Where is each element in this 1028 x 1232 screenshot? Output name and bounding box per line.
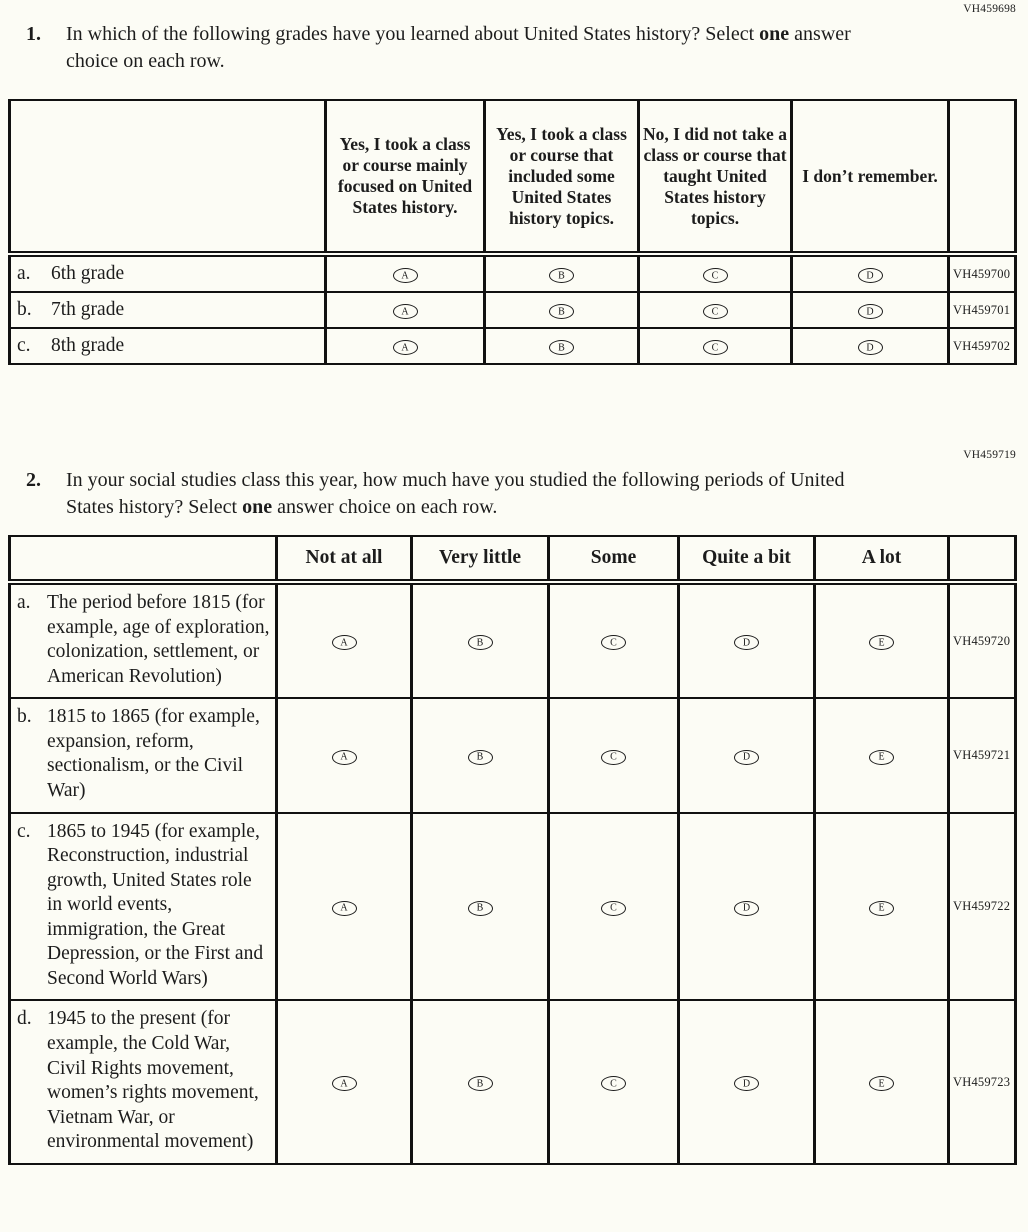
question-2-prompt — [66, 467, 858, 521]
answer-bubble-d[interactable]: D — [734, 635, 759, 650]
answer-bubble-e[interactable]: E — [869, 901, 894, 916]
item-code: VH459721 — [949, 698, 1016, 812]
grades-table-header-row — [10, 100, 1016, 254]
table-row — [10, 582, 1016, 698]
table-row — [10, 1000, 1016, 1163]
answer-bubble-b[interactable]: B — [468, 750, 493, 765]
answer-bubble-c[interactable]: C — [703, 304, 728, 319]
answer-bubble-b[interactable]: B — [549, 340, 574, 355]
answer-bubble-d[interactable]: D — [734, 901, 759, 916]
row-letter: a. — [17, 263, 31, 284]
stub-header — [10, 100, 326, 254]
column-header-not-at-all: Not at all — [277, 536, 412, 582]
table-row — [10, 292, 1016, 328]
row-label-cell — [10, 254, 326, 292]
question-2-number: 2. — [26, 469, 41, 491]
item-code: VH459722 — [949, 813, 1016, 1001]
answer-bubble-d[interactable]: D — [858, 304, 883, 319]
item-code: VH459702 — [949, 328, 1016, 364]
item-code: VH459720 — [949, 582, 1016, 698]
answer-bubble-d[interactable]: D — [858, 340, 883, 355]
row-label-cell — [10, 328, 326, 364]
item-code: VH459701 — [949, 292, 1016, 328]
question-2-form-code: VH459719 — [963, 449, 1016, 461]
answer-bubble-b[interactable]: B — [468, 901, 493, 916]
answer-bubble-e[interactable]: E — [869, 1076, 894, 1091]
code-column-header — [949, 536, 1016, 582]
table-row — [10, 698, 1016, 812]
answer-bubble-c[interactable]: C — [601, 635, 626, 650]
row-letter: b. — [17, 706, 32, 728]
answer-bubble-a[interactable]: A — [393, 304, 418, 319]
answer-bubble-c[interactable]: C — [601, 1076, 626, 1091]
answer-bubble-c[interactable]: C — [703, 340, 728, 355]
question-1-prompt — [66, 21, 858, 75]
answer-bubble-e[interactable]: E — [869, 635, 894, 650]
stub-header — [10, 536, 277, 582]
row-label: 6th grade — [51, 263, 125, 284]
row-letter: b. — [17, 299, 32, 320]
column-header-no-class: No, I did not take a class or course that taught United States history topics. — [639, 100, 792, 254]
column-header-some: Some — [549, 536, 679, 582]
question-1 — [0, 21, 1028, 365]
row-label-cell — [10, 698, 277, 812]
row-label-cell — [10, 1000, 277, 1163]
row-letter: a. — [17, 592, 31, 613]
item-code: VH459723 — [949, 1000, 1016, 1163]
grades-table — [8, 99, 1017, 365]
answer-bubble-b[interactable]: B — [468, 635, 493, 650]
row-label: 1815 to 1865 (for example, expansion, reform, sectionalism, or the Civil War) — [47, 706, 260, 801]
column-header-dont-remember: I don’t remember. — [792, 100, 949, 254]
column-header-quite-a-bit: Quite a bit — [679, 536, 815, 582]
answer-bubble-a[interactable]: A — [393, 340, 418, 355]
table-row — [10, 328, 1016, 364]
table-row — [10, 254, 1016, 292]
row-letter: c. — [17, 335, 31, 356]
row-label-cell — [10, 292, 326, 328]
answer-bubble-b[interactable]: B — [549, 268, 574, 283]
answer-bubble-c[interactable]: C — [601, 901, 626, 916]
prompt-text: answer choice on each row. — [272, 496, 498, 518]
code-column-header — [949, 100, 1016, 254]
periods-table — [8, 535, 1017, 1165]
question-2 — [0, 467, 1028, 1165]
answer-bubble-d[interactable]: D — [858, 268, 883, 283]
table-row — [10, 813, 1016, 1001]
prompt-text: In your social studies class this year, how much have you studied the following periods of United States history? Select — [66, 469, 845, 518]
answer-bubble-b[interactable]: B — [468, 1076, 493, 1091]
answer-bubble-d[interactable]: D — [734, 750, 759, 765]
column-header-a-lot: A lot — [815, 536, 949, 582]
question-1-number: 1. — [26, 23, 41, 45]
row-label: 1945 to the present (for example, the Cold War, Civil Rights movement, women’s rights movement, Vietnam War, or environmental movement) — [47, 1008, 259, 1153]
row-letter: d. — [17, 1008, 32, 1030]
periods-table-header-row — [10, 536, 1016, 582]
answer-bubble-d[interactable]: D — [734, 1076, 759, 1091]
answer-bubble-c[interactable]: C — [703, 268, 728, 283]
row-letter: c. — [17, 820, 31, 842]
row-label: The period before 1815 (for example, age of exploration, colonization, settlement, or American Revolution) — [47, 592, 270, 687]
answer-bubble-a[interactable]: A — [332, 750, 357, 765]
answer-bubble-c[interactable]: C — [601, 750, 626, 765]
answer-bubble-b[interactable]: B — [549, 304, 574, 319]
column-header-yes-mainly: Yes, I took a class or course mainly focused on United States history. — [326, 100, 485, 254]
prompt-text: In which of the following grades have you learned about United States history? Select — [66, 23, 760, 45]
answer-bubble-e[interactable]: E — [869, 750, 894, 765]
item-code: VH459700 — [949, 254, 1016, 292]
answer-bubble-a[interactable]: A — [393, 268, 418, 283]
prompt-text: answer choice on each row. — [66, 23, 851, 72]
row-label-cell — [10, 813, 277, 1001]
answer-bubble-a[interactable]: A — [332, 635, 357, 650]
answer-bubble-a[interactable]: A — [332, 901, 357, 916]
row-label-cell — [10, 582, 277, 698]
question-1-form-code: VH459698 — [963, 3, 1016, 15]
column-header-very-little: Very little — [412, 536, 549, 582]
prompt-bold-word: one — [759, 23, 790, 45]
prompt-bold-word: one — [242, 496, 273, 518]
row-label: 7th grade — [51, 299, 125, 320]
row-label: 8th grade — [51, 335, 125, 356]
column-header-yes-included: Yes, I took a class or course that included some United States history topics. — [485, 100, 639, 254]
row-label: 1865 to 1945 (for example, Reconstruction, industrial growth, United States role in world events, immigration, the Great Depression, or the First and Second World Wars) — [47, 820, 264, 989]
answer-bubble-a[interactable]: A — [332, 1076, 357, 1091]
